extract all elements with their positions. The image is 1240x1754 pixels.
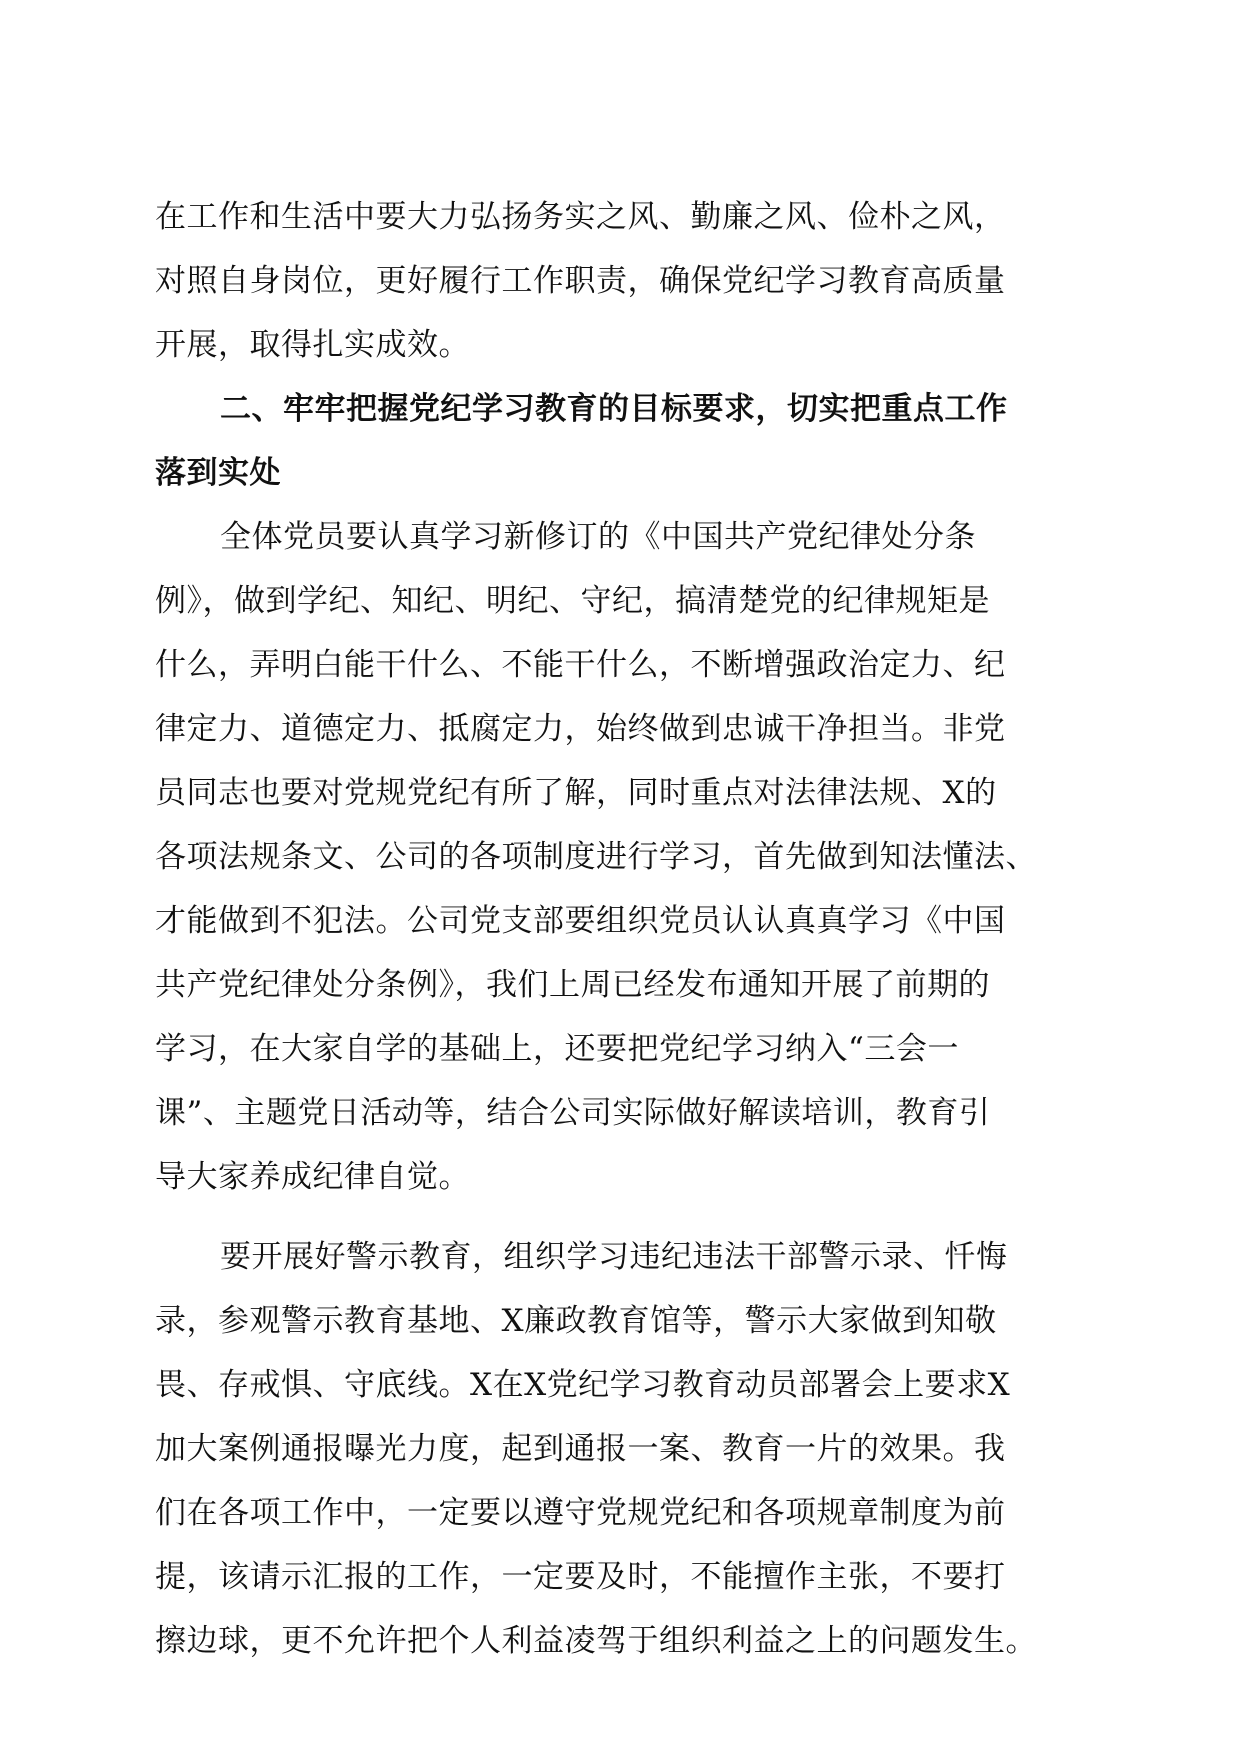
paragraph-line: 各项法规条文、公司的各项制度进行学习，首先做到知法懂法、: [155, 839, 1037, 875]
heading-line: 二、牢牢把握党纪学习教育的目标要求，切实把重点工作: [220, 391, 1008, 427]
paragraph-line: 课”、主题党日活动等，结合公司实际做好解读培训，教育引: [155, 1095, 991, 1131]
paragraph-line: 律定力、道德定力、抵腐定力，始终做到忠诚干净担当。非党: [155, 711, 1006, 747]
paragraph-line: 开展，取得扎实成效。: [155, 327, 470, 363]
paragraph-1: [155, 185, 1055, 377]
paragraph-line: 全体党员要认真学习新修订的《中国共产党纪律处分条: [220, 519, 976, 555]
document-body: [155, 185, 1055, 1673]
paragraph-line: 学习，在大家自学的基础上，还要把党纪学习纳入“三会一: [155, 1031, 959, 1067]
paragraph-line: 什么，弄明白能干什么、不能干什么，不断增强政治定力、纪: [155, 647, 1006, 683]
paragraph-2: [155, 505, 1055, 1209]
paragraph-line: 擦边球，更不允许把个人利益凌驾于组织利益之上的问题发生。: [155, 1623, 1037, 1659]
paragraph-3: [155, 1225, 1055, 1673]
paragraph-line: 录，参观警示教育基地、X廉政教育馆等，警示大家做到知敬: [155, 1303, 997, 1339]
paragraph-line: 们在各项工作中，一定要以遵守党规党纪和各项规章制度为前: [155, 1495, 1006, 1531]
paragraph-line: 要开展好警示教育，组织学习违纪违法干部警示录、忏悔: [220, 1239, 1008, 1275]
paragraph-line: 对照自身岗位，更好履行工作职责，确保党纪学习教育高质量: [155, 263, 1006, 299]
paragraph-line: 共产党纪律处分条例》，我们上周已经发布通知开展了前期的: [155, 967, 990, 1003]
paragraph-line: 加大案例通报曝光力度，起到通报一案、教育一片的效果。我: [155, 1431, 1006, 1467]
paragraph-spacer: [155, 1209, 1055, 1225]
paragraph-line: 例》，做到学纪、知纪、明纪、守纪，搞清楚党的纪律规矩是: [155, 583, 990, 619]
heading-line: 落到实处: [155, 455, 281, 491]
paragraph-line: 才能做到不犯法。公司党支部要组织党员认认真真学习《中国: [155, 903, 1006, 939]
paragraph-line: 提，该请示汇报的工作，一定要及时，不能擅作主张，不要打: [155, 1559, 1006, 1595]
paragraph-line: 畏、存戒惧、守底线。X在X党纪学习教育动员部署会上要求X: [155, 1367, 1011, 1403]
paragraph-line: 员同志也要对党规党纪有所了解，同时重点对法律法规、X的: [155, 775, 997, 811]
section-heading-2: [155, 377, 1055, 505]
paragraph-line: 导大家养成纪律自觉。: [155, 1159, 470, 1195]
paragraph-line: 在工作和生活中要大力弘扬务实之风、勤廉之风、俭朴之风，: [155, 199, 1006, 235]
